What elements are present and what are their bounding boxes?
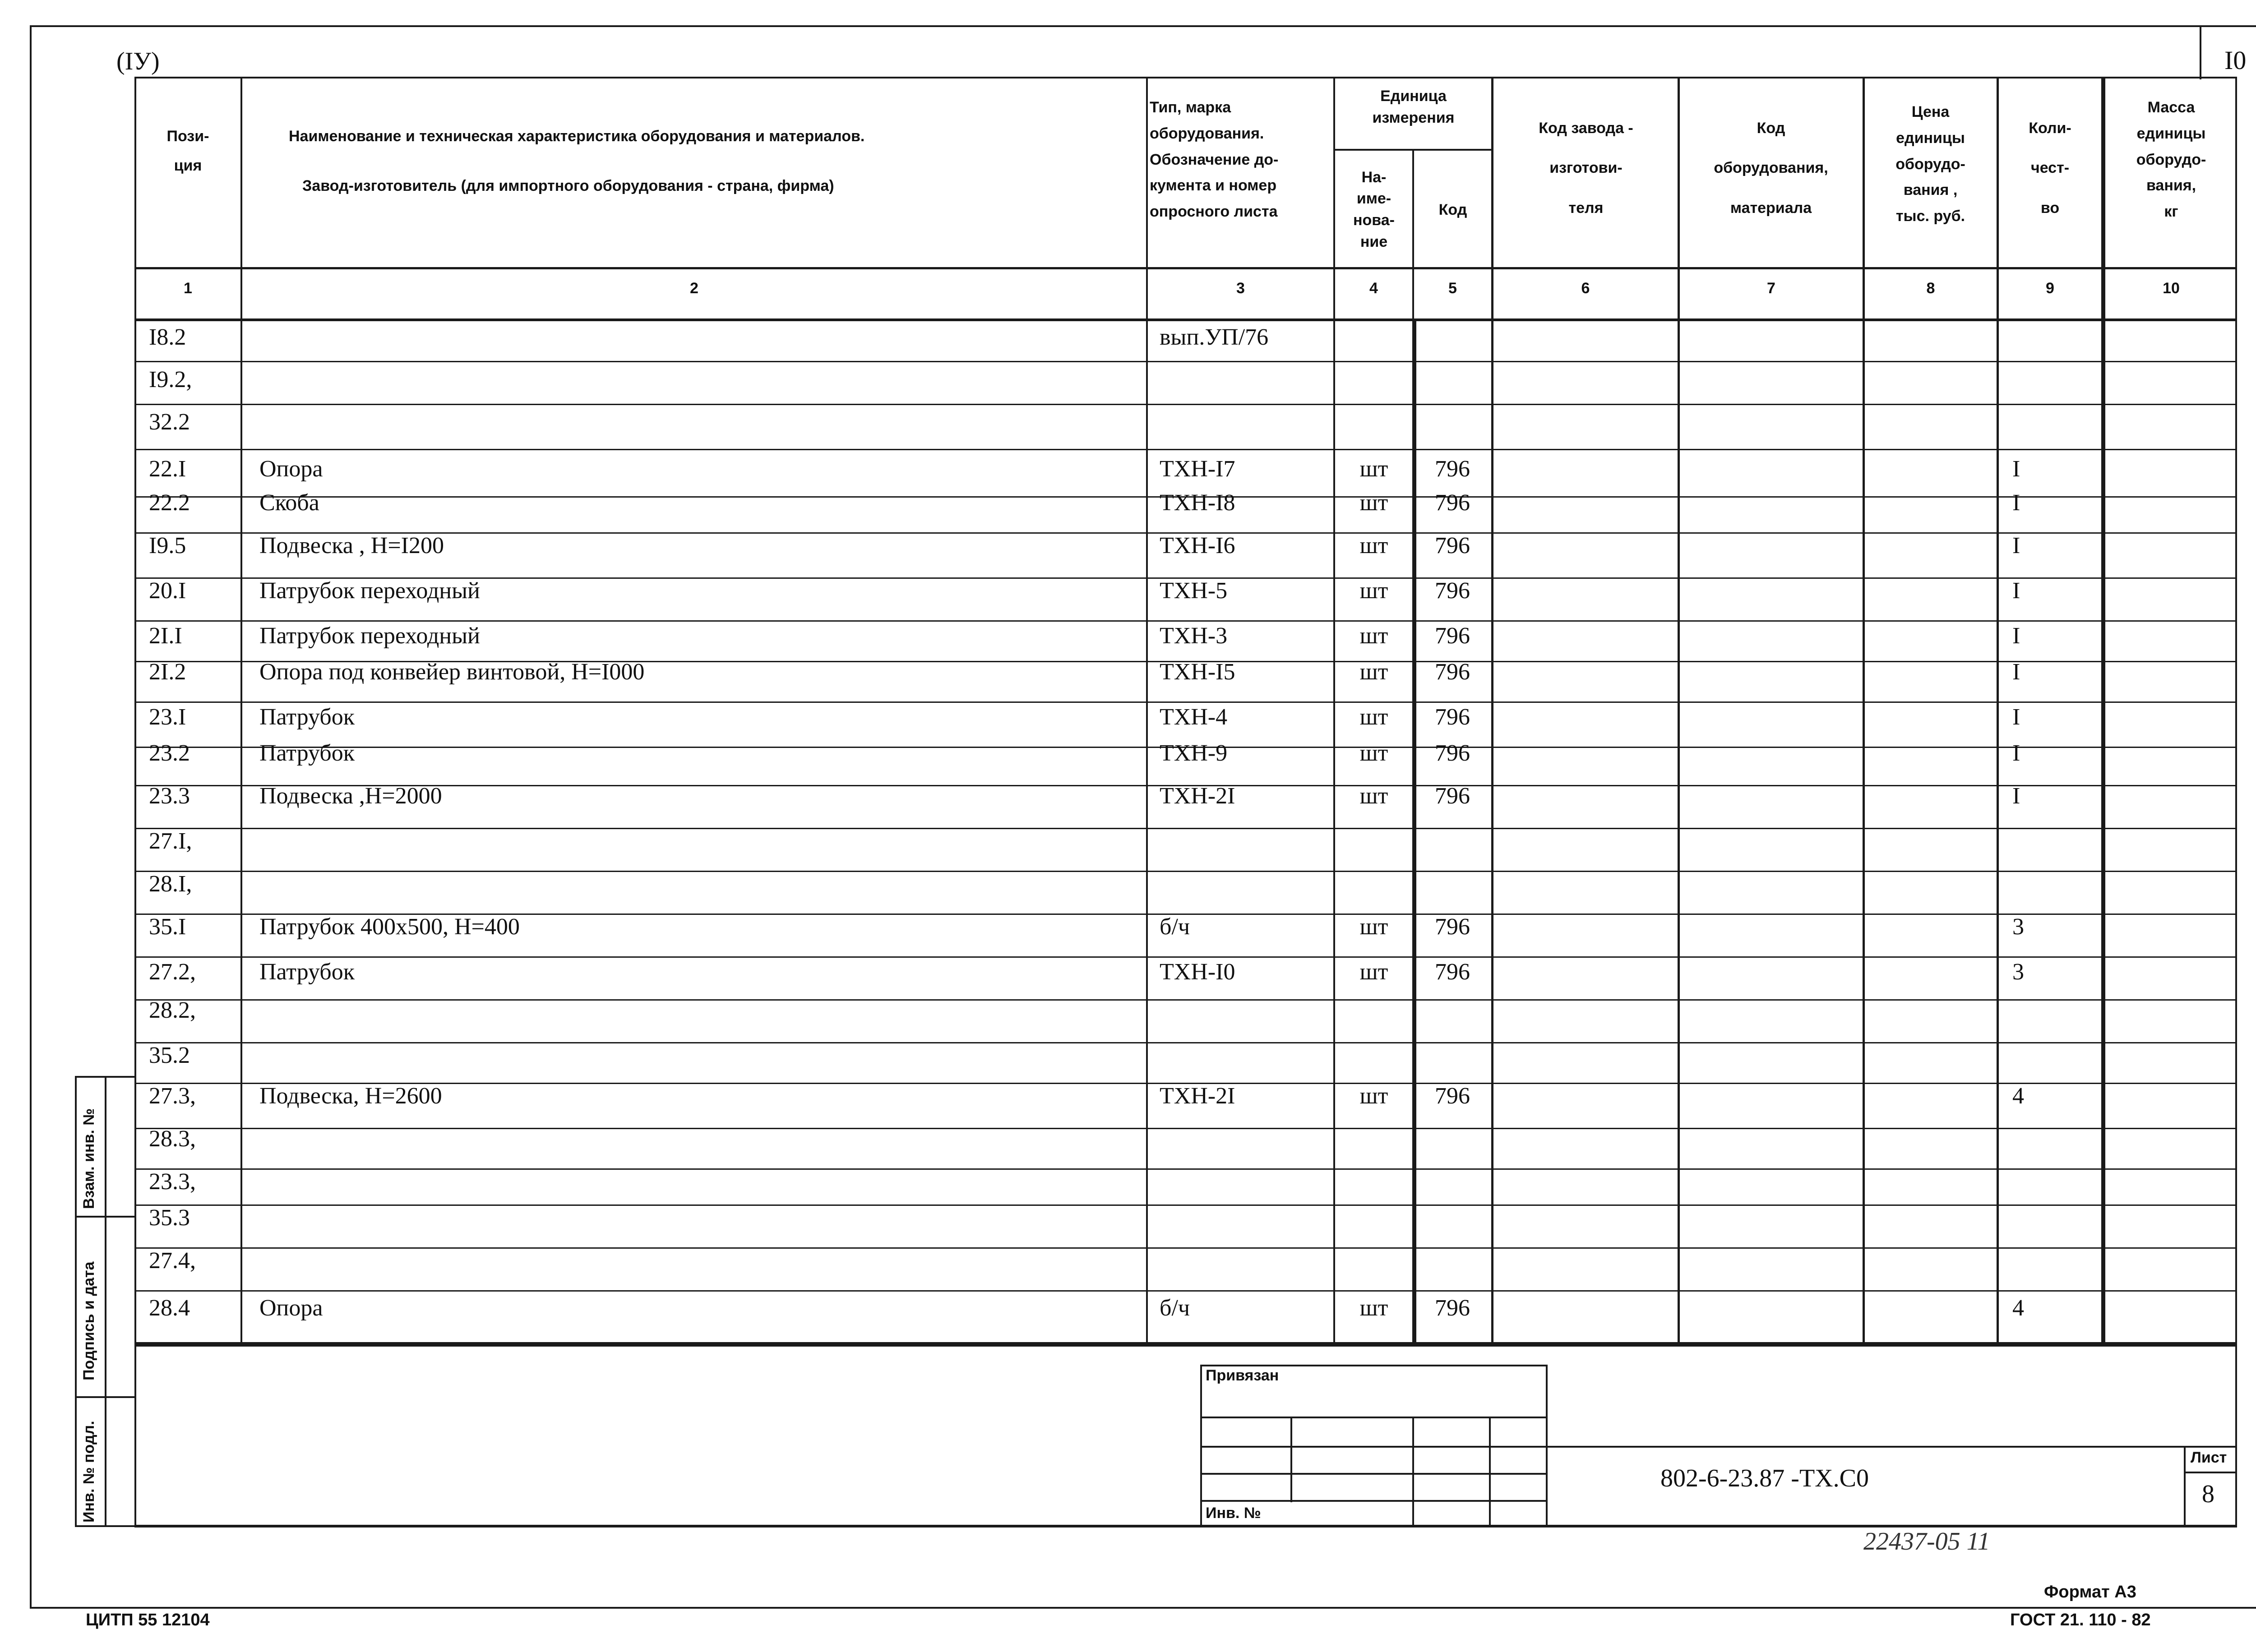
header-price: Цена единицы оборудо- вания , тыс. руб.: [1895, 103, 1965, 225]
row-type: ТХН-I6: [1160, 533, 1235, 558]
row-quantity: 4: [2012, 1295, 2024, 1321]
row-unit: шт: [1359, 1083, 1388, 1109]
side-stamp-divider-2: [75, 1396, 136, 1398]
row-unit: шт: [1359, 623, 1388, 649]
row-position: 23.I: [149, 704, 186, 730]
row-type: ТХН-9: [1160, 740, 1228, 766]
row-type: ТХН-I7: [1160, 456, 1235, 482]
row-grid-line: [134, 1247, 2237, 1249]
row-quantity: I: [2012, 578, 2020, 604]
col-line-9: [2101, 77, 2105, 1347]
row-quantity: I: [2012, 783, 2020, 809]
col-line-8: [1997, 77, 1999, 1347]
colnum-6: 6: [1581, 280, 1590, 297]
row-code: 796: [1435, 740, 1470, 766]
row-code: 796: [1435, 783, 1470, 809]
side-stamp-divider-v: [105, 1076, 106, 1527]
row-name: Патрубок 400х500, Н=400: [259, 914, 520, 940]
code-row-top: [1548, 1446, 2237, 1448]
row-code: 796: [1435, 578, 1470, 604]
row-position: 28.I,: [149, 871, 192, 897]
sheet-label: Лист: [2191, 1449, 2227, 1466]
row-name: Опора: [259, 1295, 323, 1321]
row-name: Подвеска , Н=I200: [259, 533, 444, 558]
row-quantity: I: [2012, 623, 2020, 649]
row-code: 796: [1435, 704, 1470, 730]
header-name-line1: Наименование и техническая характеристика оборудования и материалов.: [289, 128, 865, 145]
row-position: 27.4,: [149, 1248, 196, 1274]
side-stamp-divider-1: [75, 1216, 136, 1218]
colnum-10: 10: [2163, 280, 2180, 297]
row-grid-line: [134, 828, 2237, 829]
header-unit-group: Единица измерения: [1372, 88, 1455, 126]
row-grid-line: [134, 361, 2237, 362]
row-position: 23.3: [149, 783, 190, 809]
colnum-1: 1: [184, 280, 192, 297]
row-unit: шт: [1359, 659, 1388, 685]
header-quantity: Коли- чест- во: [2029, 120, 2071, 217]
row-position: 23.3,: [149, 1169, 196, 1195]
header-unit-name: На- име- нова- ние: [1353, 168, 1395, 250]
col-line-5: [1491, 77, 1493, 1347]
row-code: 796: [1435, 1295, 1470, 1321]
bound-row-3: [1200, 1473, 1548, 1475]
row-name: Патрубок: [259, 740, 355, 766]
side-stamp-replacement: Взам. инв. №: [80, 1108, 97, 1209]
row-position: 27.3,: [149, 1083, 196, 1109]
colnum-7: 7: [1767, 280, 1775, 297]
row-type: б/ч: [1160, 914, 1190, 940]
row-grid-line: [134, 449, 2237, 450]
col-line-1: [240, 77, 242, 1347]
sheet-box-left: [2184, 1446, 2186, 1527]
sheet-value: 8: [2202, 1480, 2214, 1508]
print-mark: ЦИТП 55 12104: [86, 1610, 210, 1629]
row-unit: шт: [1359, 456, 1388, 482]
row-code: 796: [1435, 533, 1470, 558]
row-position: 32.2: [149, 409, 190, 435]
row-name: Опора: [259, 456, 323, 482]
row-quantity: 3: [2012, 959, 2024, 985]
bound-col-1: [1290, 1417, 1292, 1502]
bound-row-4: [1200, 1500, 1548, 1502]
row-position: 22.I: [149, 456, 186, 482]
row-unit: шт: [1359, 533, 1388, 558]
row-position: 35.3: [149, 1205, 190, 1231]
row-type: б/ч: [1160, 1295, 1190, 1321]
row-code: 796: [1435, 490, 1470, 516]
bound-col-3: [1489, 1417, 1491, 1527]
row-grid-line: [134, 871, 2237, 872]
row-grid-line: [134, 1128, 2237, 1129]
bound-row-1: [1200, 1417, 1548, 1418]
row-grid-line: [134, 701, 2237, 703]
row-position: I9.2,: [149, 367, 192, 392]
rows-bottom-line: [134, 1342, 2237, 1345]
row-position: I9.5: [149, 533, 186, 558]
row-position: 35.I: [149, 914, 186, 940]
inv-label: Инв. №: [1206, 1504, 1261, 1522]
row-position: 27.2,: [149, 959, 196, 985]
row-code: 796: [1435, 659, 1470, 685]
row-type: ТХН-I5: [1160, 659, 1235, 685]
bottom-left-edge: [134, 1347, 136, 1527]
row-unit: шт: [1359, 740, 1388, 766]
top-sheet-number: I0: [2224, 46, 2247, 75]
row-type: ТХН-3: [1160, 623, 1228, 649]
colnum-8: 8: [1926, 280, 1935, 297]
row-position: 35.2: [149, 1043, 190, 1068]
row-name: Патрубок переходный: [259, 623, 480, 649]
row-code: 796: [1435, 623, 1470, 649]
row-position: I8.2: [149, 324, 186, 350]
row-unit: шт: [1359, 578, 1388, 604]
side-stamp-inventory: Инв. № подл.: [80, 1421, 97, 1523]
row-unit: шт: [1359, 1295, 1388, 1321]
row-unit: шт: [1359, 490, 1388, 516]
header-position: Пози- ция: [166, 128, 209, 174]
row-name: Скоба: [259, 490, 319, 516]
row-unit: шт: [1359, 783, 1388, 809]
row-position: 27.I,: [149, 828, 192, 854]
header-mass: Масса единицы оборудо- вания, кг: [2136, 99, 2206, 221]
header-unit-code: Код: [1438, 201, 1467, 218]
row-type: ТХН-5: [1160, 578, 1228, 604]
colnum-5: 5: [1448, 280, 1457, 297]
col-line-7: [1863, 77, 1865, 1347]
row-grid-line: [134, 956, 2237, 958]
row-name: Патрубок: [259, 959, 355, 985]
sheet-mark: (IУ): [116, 47, 160, 75]
header-equipment-code: Код оборудования, материала: [1714, 120, 1828, 217]
row-code: 796: [1435, 456, 1470, 482]
row-position: 23.2: [149, 740, 190, 766]
header-bottom-line: [134, 267, 2237, 269]
bound-row-2: [1200, 1446, 1548, 1448]
row-name: Опора под конвейер винтовой, Н=I000: [259, 659, 645, 685]
row-quantity: 3: [2012, 914, 2024, 940]
row-type: вып.УП/76: [1160, 324, 1269, 350]
row-code: 796: [1435, 914, 1470, 940]
row-unit: шт: [1359, 914, 1388, 940]
unit-group-divider: [1333, 149, 1491, 151]
colnum-2: 2: [690, 280, 698, 297]
row-unit: шт: [1359, 959, 1388, 985]
row-position: 28.4: [149, 1295, 190, 1321]
row-grid-line: [134, 404, 2237, 405]
row-name: Подвеска ,Н=2000: [259, 783, 442, 809]
row-quantity: I: [2012, 659, 2020, 685]
row-position: 2I.I: [149, 623, 182, 649]
row-quantity: 4: [2012, 1083, 2024, 1109]
colnum-3: 3: [1236, 280, 1245, 297]
handwritten-number: 22437-05 11: [1863, 1527, 1990, 1555]
colnum-4: 4: [1369, 280, 1378, 297]
row-position: 2I.2: [149, 659, 186, 685]
col-line-4-thick: [1412, 320, 1416, 1347]
sheet-box-mid: [2184, 1472, 2237, 1473]
col-line-3: [1333, 77, 1335, 1347]
row-position: 20.I: [149, 578, 186, 604]
row-grid-line: [134, 1204, 2237, 1206]
colnum-bottom-line: [134, 318, 2237, 321]
row-quantity: I: [2012, 490, 2020, 516]
row-grid-line: [134, 999, 2237, 1001]
row-position: 28.2,: [149, 997, 196, 1023]
top-number-divider: [2200, 25, 2201, 79]
row-grid-line: [134, 1290, 2237, 1292]
row-code: 796: [1435, 959, 1470, 985]
bottom-right-edge: [2235, 1347, 2237, 1527]
row-name: Патрубок переходный: [259, 578, 480, 604]
row-name: Патрубок: [259, 704, 355, 730]
document-code: 802-6-23.87 -ТХ.С0: [1660, 1464, 1869, 1492]
col-line-6: [1678, 77, 1680, 1347]
header-factory-code: Код завода - изготови- теля: [1539, 120, 1633, 217]
side-stamp-signature: Подпись и дата: [80, 1261, 97, 1380]
row-position: 28.3,: [149, 1126, 196, 1152]
format-label: Формат А3: [2044, 1583, 2136, 1601]
row-grid-line: [134, 1042, 2237, 1043]
header-type: Тип, марка оборудования. Обозначение до- кумента и номер опросного листа: [1150, 99, 1279, 221]
row-type: ТХН-4: [1160, 704, 1228, 730]
row-position: 22.2: [149, 490, 190, 516]
row-type: ТХН-I0: [1160, 959, 1235, 985]
bound-label: Привязан: [1206, 1367, 1279, 1384]
row-code: 796: [1435, 1083, 1470, 1109]
row-type: ТХН-I8: [1160, 490, 1235, 516]
row-grid-line: [134, 1168, 2237, 1170]
row-quantity: I: [2012, 704, 2020, 730]
row-quantity: I: [2012, 456, 2020, 482]
header-name-line2: Завод-изготовитель (для импортного оборудования - страна, фирма): [302, 177, 834, 194]
gost-label: ГОСТ 21. 110 - 82: [2010, 1610, 2151, 1629]
row-unit: шт: [1359, 704, 1388, 730]
colnum-9: 9: [2046, 280, 2054, 297]
bound-col-2: [1412, 1417, 1414, 1527]
row-name: Подвеска, Н=2600: [259, 1083, 442, 1109]
col-line-2: [1146, 77, 1148, 1347]
row-type: ТХН-2I: [1160, 1083, 1235, 1109]
row-grid-line: [134, 620, 2237, 622]
row-quantity: I: [2012, 740, 2020, 766]
row-quantity: I: [2012, 533, 2020, 558]
row-type: ТХН-2I: [1160, 783, 1235, 809]
